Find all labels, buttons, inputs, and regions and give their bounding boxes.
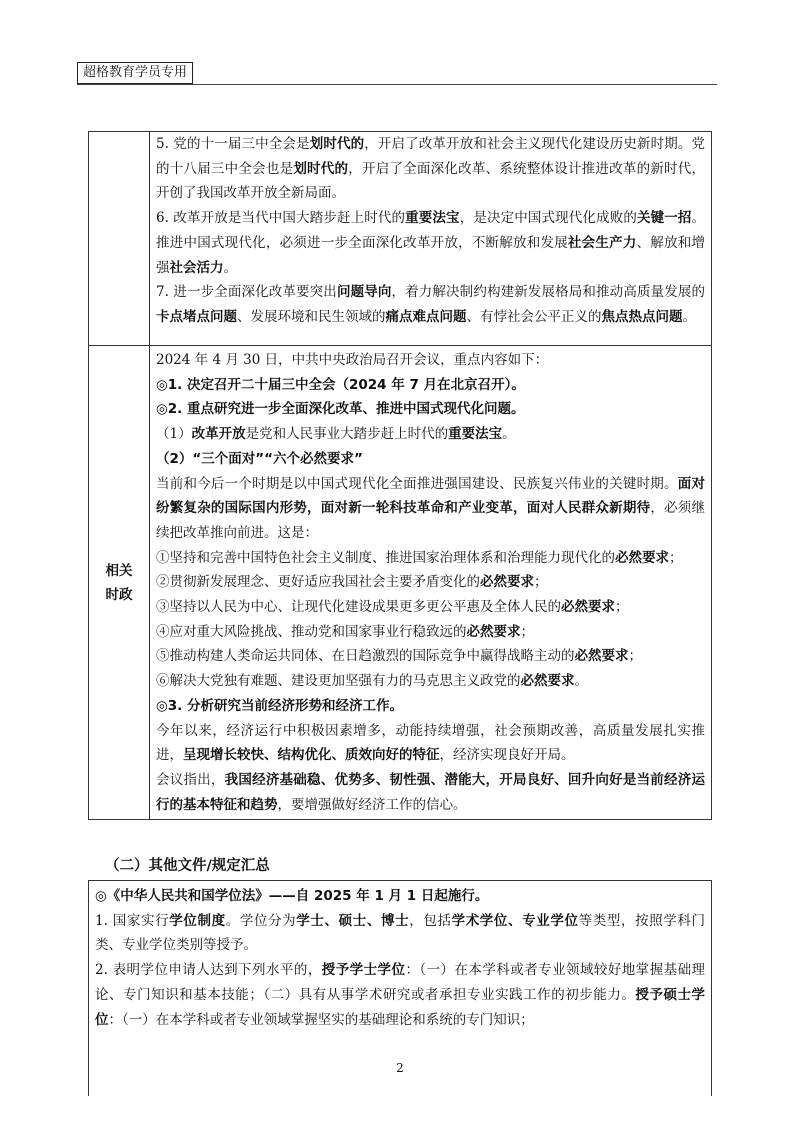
emphasis-text: 社会活力	[169, 259, 224, 276]
text-run: 是党和人民事业大踏步赶上时代的	[245, 426, 449, 443]
text-run: 、解放和增强	[156, 234, 706, 276]
emphasis-text: 学士、硕士、博士	[296, 912, 410, 929]
text-run: 、有悖社会公平正义的	[466, 308, 602, 325]
row-label-empty	[89, 132, 150, 346]
text-run: 2. 表明学位申请人达到下列水平的，	[95, 962, 322, 979]
emphasis-text: （2）“三个面对”“六个必然要求”	[156, 450, 363, 467]
text-run: ；	[615, 599, 629, 616]
label-line: 相关	[105, 562, 133, 579]
paragraph	[95, 958, 705, 1032]
emphasis-text: 焦点热点问题	[601, 308, 683, 325]
text-run: 今年以来，经济运行中积极因素增多，动能持续增强，社会预期改善，高质量发展扎实推进，	[156, 722, 705, 764]
text-run: ，必须继续把改革推向前进。这是：	[156, 500, 706, 541]
current-affairs-cell	[150, 346, 712, 820]
list-item	[156, 669, 705, 694]
page-number: 2	[396, 1061, 404, 1075]
emphasis-text: 必然要求	[480, 574, 534, 591]
emphasis-text: 学术学位、专业学位	[451, 912, 579, 929]
text-run: 。	[682, 308, 696, 325]
text-run: 5. 党的十一届三中全会是	[156, 136, 310, 152]
text-run: ②贯彻新发展理念、更好适应我国社会主要矛盾变化的	[156, 574, 480, 591]
text-run: ；	[520, 623, 534, 640]
text-run: （1）	[156, 426, 192, 443]
text-run: 。学位分为	[225, 912, 297, 929]
text-run: ④应对重大风险挑战、推动党和国家事业行稳致远的	[156, 623, 467, 640]
text-run: ⑤推动构建人类命运共同体、在日趋激烈的国际竞争中赢得战略主动的	[156, 648, 575, 665]
text-run: ，着力解决制约构建新发展格局和推动高质量发展的	[391, 284, 706, 301]
paragraph	[156, 719, 705, 768]
text-run: ，要增强做好经济工作的信心。	[277, 796, 467, 813]
text-run: ，是决定中国式现代化成败的	[459, 210, 637, 227]
text-run: ⑥解决大党独有难题、建设更加坚强有力的马克思主义政党的	[156, 673, 521, 690]
emphasis-text: 学位制度	[169, 912, 226, 929]
text-run: 6. 改革开放是当代中国大踏步赶上时代的	[156, 210, 406, 227]
list-item	[156, 546, 705, 571]
emphasis-text: ◎3. 分析研究当前经济形势和经济工作。	[156, 697, 404, 714]
text-run: ，开启了全面深化改革、系统整体设计推进改革的新时代，开创了我国改革开放全新局面。	[156, 160, 706, 202]
emphasis-text: 卡点堵点问题	[156, 308, 237, 325]
paragraph	[156, 472, 705, 546]
emphasis-text: 必然要求	[520, 673, 575, 690]
emphasis-text: 社会生产力	[567, 234, 637, 251]
text-run: 。	[223, 259, 237, 276]
text-run: ，开启了改革开放和社会主义现代化建设历史新时期。党的十八届三中全会也是	[156, 136, 706, 177]
paragraph	[156, 447, 705, 472]
emphasis-text: 必然要求	[561, 599, 615, 616]
text-run: ：（一）在本学科或者专业领域掌握坚实的基础理论和系统的专门知识；	[108, 1011, 534, 1028]
text-run: ；	[628, 648, 642, 665]
emphasis-text: 必然要求	[466, 623, 521, 640]
text-run: 会议指出，	[156, 771, 225, 788]
text-run: 1. 国家实行	[95, 912, 170, 929]
paragraph	[156, 422, 705, 447]
list-item	[156, 644, 705, 669]
text-run: ，经济实现良好开局。	[439, 747, 575, 764]
label-line: 时政	[105, 586, 133, 603]
list-item	[156, 620, 705, 645]
emphasis-text: 授予学士学位	[321, 962, 406, 979]
emphasis-text: 痛点难点问题	[385, 308, 467, 325]
emphasis-text: 我国经济基础稳、优势多、韧性强、潜能大，开局良好、回升向好是当前经济运行的基本特征和趋势	[156, 771, 706, 813]
paragraph	[95, 909, 705, 958]
paragraph	[95, 884, 705, 909]
list-item	[156, 595, 705, 620]
text-run: ①坚持和完善中国特色社会主义制度、推进国家治理体系和治理能力现代化的	[156, 549, 615, 566]
paragraph	[156, 348, 705, 373]
text-run: ：（一）在本学科或者专业领域较好地掌握基础理论、专门知识和基本技能；（二）具有从事学术研究或者承担专业实践工作的初步能力。	[95, 962, 706, 1003]
text-run: ，包括	[409, 912, 452, 929]
content-table	[88, 131, 712, 820]
emphasis-text: 划时代的	[293, 160, 349, 177]
text-run: 。	[574, 673, 588, 690]
emphasis-text: ◎1. 决定召开二十届三中全会（2024 年 7 月在北京召开）。	[156, 376, 525, 393]
paragraph	[156, 373, 705, 398]
paragraph	[156, 132, 705, 206]
text-run: 2024 年 4 月 30 日，中共中央政治局召开会议，重点内容如下：	[156, 352, 549, 368]
text-run: 。	[502, 426, 516, 443]
emphasis-text: 问题导向	[336, 284, 392, 301]
emphasis-text: 授予硕士学位	[95, 986, 706, 1028]
paragraph	[156, 768, 705, 817]
text-run: 、发展环境和民生领域的	[237, 308, 386, 325]
emphasis-text: 划时代的	[309, 136, 365, 152]
list-item	[156, 570, 705, 595]
header-rule	[77, 84, 717, 85]
text-run: ；	[534, 574, 548, 591]
section-title: （二）其他文件/规定汇总	[105, 858, 270, 874]
text-run: 。推进中国式现代化，必须进一步全面深化改革开放，不断解放和发展	[156, 210, 706, 251]
emphasis-text: ◎《中华人民共和国学位法》——自 2025 年 1 月 1 日起施行。	[95, 888, 489, 904]
reform-points-cell	[150, 132, 712, 346]
text-run: ；	[669, 549, 683, 566]
emphasis-text: 重要法宝	[448, 426, 503, 443]
text-run: ③坚持以人民为中心、让现代化建设成果更多更公平惠及全体人民的	[156, 599, 561, 616]
emphasis-text: 关键一招	[636, 210, 692, 227]
emphasis-text: 重要法宝	[405, 210, 460, 227]
row-label-current-affairs	[89, 346, 150, 820]
emphasis-text: 呈现增长较快、结构优化、质效向好的特征	[183, 747, 440, 764]
text-run: 当前和今后一个时期是以中国式现代化全面推进强国建设、民族复兴伟业的关键时期。	[156, 475, 678, 492]
table-row	[89, 346, 712, 820]
paragraph	[156, 694, 705, 719]
paragraph	[156, 397, 705, 422]
emphasis-text: 面对纷繁复杂的国际国内形势，面对新一轮科技革命和产业变革，面对人民群众新期待	[156, 475, 706, 517]
emphasis-text: 必然要求	[615, 549, 669, 566]
emphasis-text: ◎2. 重点研究进一步全面深化改革、推进中国式现代化问题。	[156, 401, 525, 418]
paragraph	[156, 206, 705, 280]
emphasis-text: 改革开放	[191, 426, 246, 443]
paragraph	[156, 280, 705, 329]
text-run: 等类型，按照学科门类、专业学位类别等授予。	[95, 912, 706, 954]
text-run: 7. 进一步全面深化改革要突出	[156, 284, 337, 301]
header-tag: 超格教育学员专用	[77, 62, 193, 84]
table-row	[89, 132, 712, 346]
emphasis-text: 必然要求	[574, 648, 629, 665]
